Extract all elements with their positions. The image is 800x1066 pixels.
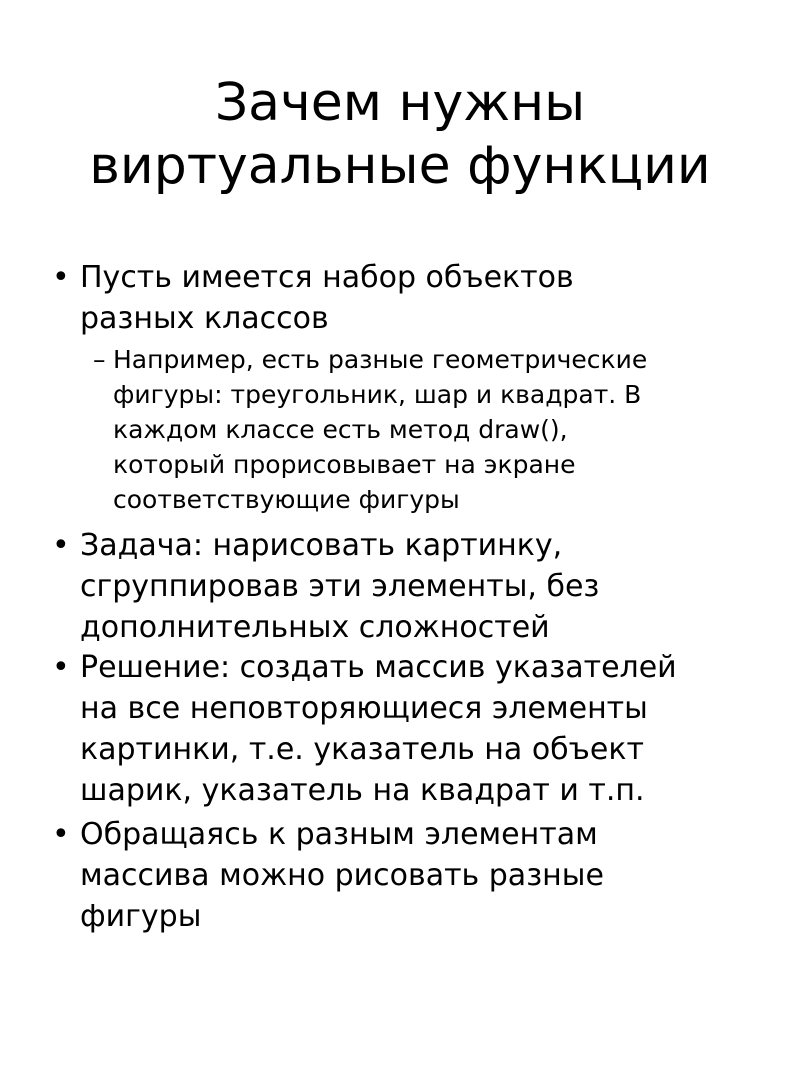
bullet-icon: •	[52, 650, 70, 685]
bullet-icon: •	[52, 817, 70, 852]
bullet-line: разных классов	[80, 301, 329, 336]
bullet-line: фигуры	[80, 899, 202, 934]
sub-line: фигуры: треугольник, шар и квадрат. В	[113, 380, 642, 409]
bullet-2	[52, 525, 600, 648]
bullet-line: Пусть имеется набор объектов	[80, 260, 574, 295]
bullet-1	[52, 257, 574, 339]
bullet-line: на все неповторяющиеся элементы	[80, 691, 648, 726]
sub-line: который прорисовывает на экране	[113, 450, 576, 479]
bullet-3	[52, 647, 677, 811]
title-line: Зачем нужны	[214, 73, 586, 133]
sub-line: соответствующие фигуры	[113, 485, 460, 514]
bullet-line: картинки, т.е. указатель на объект	[80, 732, 644, 767]
slide-title	[0, 72, 800, 198]
bullet-line: массива можно рисовать разные	[80, 858, 604, 893]
bullet-line: Задача: нарисовать картинку,	[80, 528, 563, 563]
title-line: виртуальные функции	[89, 136, 711, 196]
sub-bullet-1	[93, 342, 648, 517]
bullet-line: Обращаясь к разным элементам	[80, 817, 598, 852]
bullet-line: сгруппировав эти элементы, без	[80, 569, 600, 604]
bullet-line: Решение: создать массив указателей	[80, 650, 677, 685]
dash-icon: –	[93, 345, 106, 374]
sub-line: каждом классе есть метод draw(),	[113, 415, 568, 444]
bullet-line: дополнительных сложностей	[80, 610, 550, 645]
bullet-line: шарик, указатель на квадрат и т.п.	[80, 773, 645, 808]
sub-line: Например, есть разные геометрические	[113, 345, 648, 374]
bullet-icon: •	[52, 260, 70, 295]
bullet-icon: •	[52, 528, 70, 563]
bullet-4	[52, 814, 604, 937]
